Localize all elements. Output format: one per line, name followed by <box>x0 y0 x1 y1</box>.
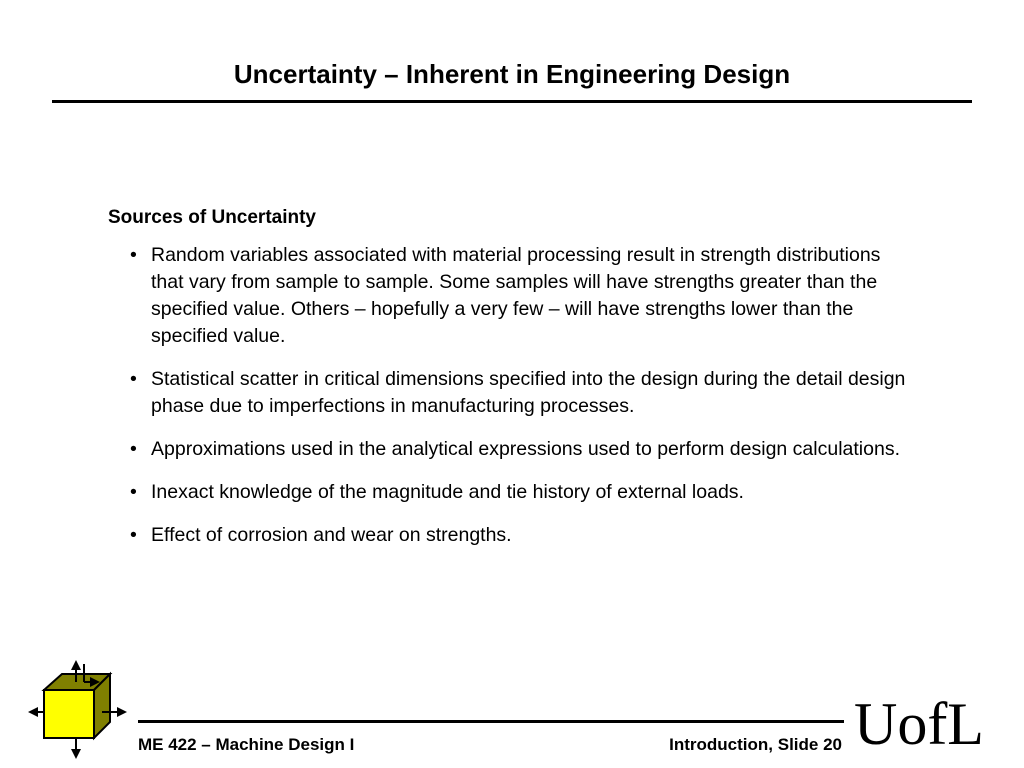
logo-text: UofL <box>854 691 984 757</box>
slide-title: Uncertainty – Inherent in Engineering Design <box>233 59 791 89</box>
bullet-marker: • <box>130 481 137 503</box>
footer-course: ME 422 – Machine Design I <box>138 735 355 754</box>
footer-slide-label: Introduction, Slide 20 <box>669 735 842 754</box>
uofl-logo-icon <box>850 682 990 762</box>
bullet-item <box>108 479 908 506</box>
stress-cube-icon <box>28 660 128 760</box>
bullet-item <box>108 242 908 350</box>
bullet-text: Approximations used in the analytical expressions used to perform design calculations. <box>151 438 900 460</box>
bullet-text: Inexact knowledge of the magnitude and tie history of external loads. <box>151 481 744 503</box>
bullet-item <box>108 366 908 420</box>
section-heading: Sources of Uncertainty <box>108 207 316 228</box>
bullet-text: Random variables associated with material processing result in strength distributions that vary from sample to sample. Some samples will have strengths greater than the specified value. Others – hopefully a very few – will have strengths lower than the specified value. <box>151 244 881 347</box>
slide-content <box>108 206 908 565</box>
title-divider <box>52 100 972 103</box>
bullet-marker: • <box>130 244 137 266</box>
cube-front-face <box>44 690 94 738</box>
bullet-marker: • <box>130 438 137 460</box>
bullet-text: Effect of corrosion and wear on strengths. <box>151 524 512 546</box>
bullet-text: Statistical scatter in critical dimensions specified into the design during the detail design phase due to imperfections in manufacturing processes. <box>151 368 906 417</box>
footer-divider <box>138 720 844 723</box>
bullet-marker: • <box>130 368 137 390</box>
bullet-item <box>108 522 908 549</box>
bullet-item <box>108 436 908 463</box>
bullet-marker: • <box>130 524 137 546</box>
bullet-list <box>108 242 908 549</box>
